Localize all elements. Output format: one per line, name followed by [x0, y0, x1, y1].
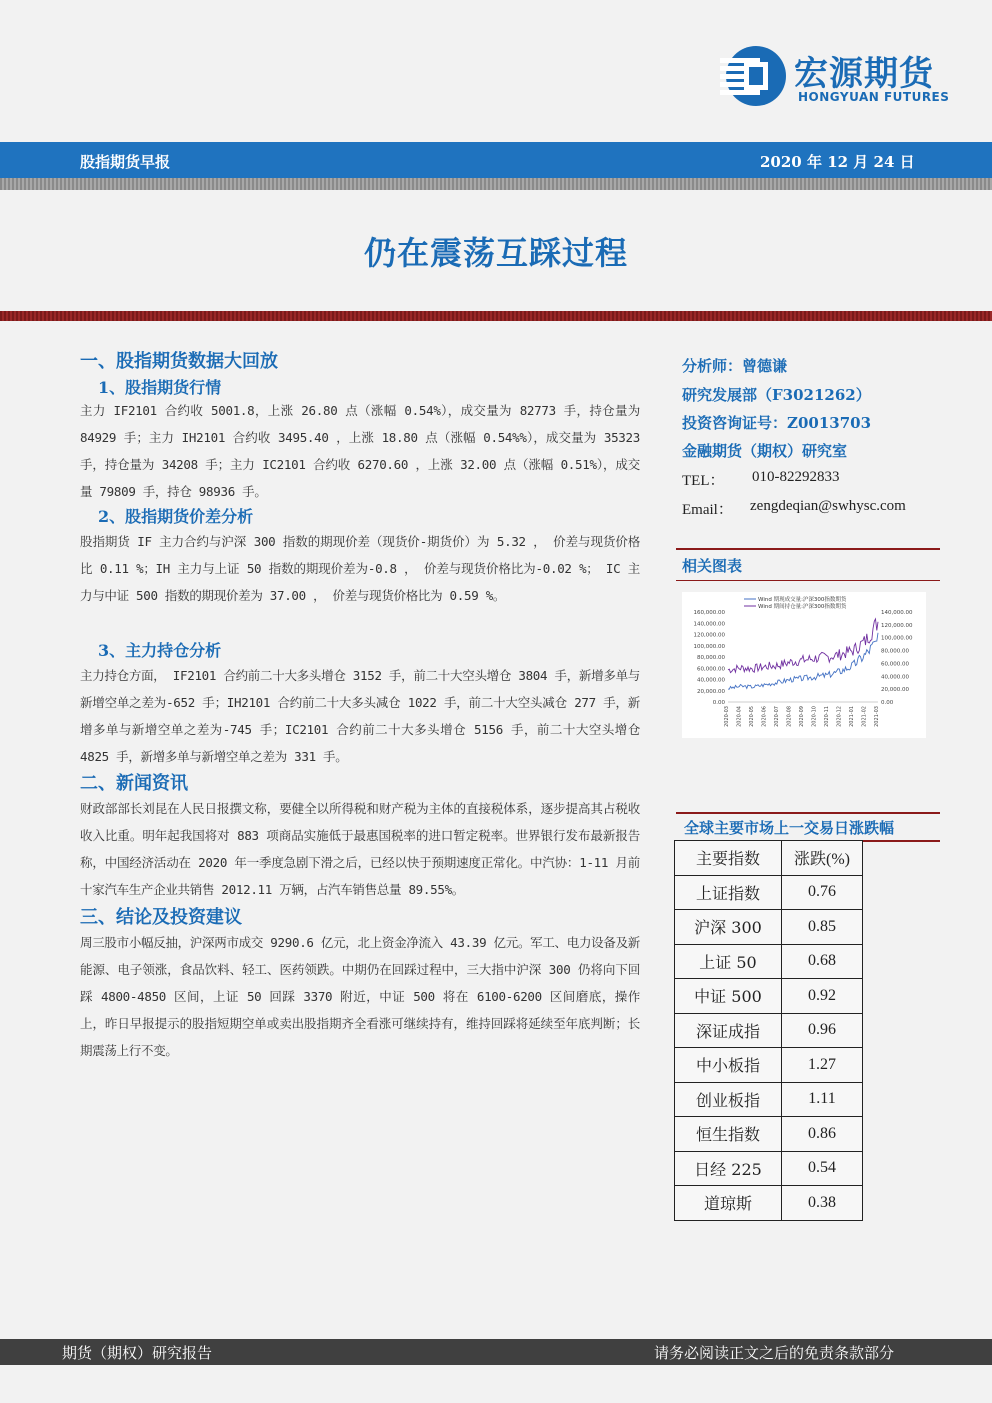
tel-label: TEL： [682, 473, 725, 489]
paragraph-position-analysis: 主力持仓方面， IF2101 合约前二十大多头增仓 3152 手，前二十大空头增仓 3804 手，新增多单与新增空单之差为-652 手；IH2101 合约前二十大多头减仓 1022 手，前二十大空头减仓 277 手，新增多单与新增空单之差为-745 手；IC2101 合约前二十大多头增仓 5156 手，前二十大空头增仓 4825 手，新增多单与新增空单之差为 331 手。 [80, 668, 640, 764]
table-row [675, 1082, 863, 1117]
x-tick-label: 2020-11 [824, 706, 830, 727]
section-heading-1: 一、股指期货数据大回放 [80, 351, 278, 372]
x-tick-label: 2021-02 [861, 706, 868, 727]
index-name-cell: 日经 225 [675, 1151, 782, 1186]
x-tick-label: 2020-08 [786, 706, 793, 727]
index-name-cell: 深证成指 [675, 1013, 782, 1048]
index-name-cell: 中小板指 [675, 1048, 782, 1083]
series-volume-line [728, 633, 878, 689]
x-tick-label: 2021-01 [849, 706, 855, 727]
subsection-heading-1-1: 1、股指期货行情 [98, 378, 222, 397]
x-tick-label: 2020-07 [774, 706, 780, 727]
y-tick-right-label: 0.00 [881, 700, 894, 706]
related-charts-bottom-rule [676, 580, 940, 581]
market-table-title: 全球主要市场上一交易日涨跌幅 [684, 819, 895, 837]
table-row [675, 979, 863, 1014]
index-name-cell: 创业板指 [675, 1082, 782, 1117]
legend-label: Wind 期间持仓量:沪深300指数期货 [758, 604, 847, 610]
change-cell: 0.54 [782, 1151, 863, 1186]
email-label: Email： [682, 502, 733, 518]
index-name-cell: 道琼斯 [675, 1186, 782, 1221]
subsection-heading-1-3: 3、主力持仓分析 [98, 641, 222, 660]
paragraph-spread-analysis: 股指期货 IF 主力合约与沪深 300 指数的期现价差（现货价-期货价）为 5.32 ， 价差与现货价格比 0.11 %；IH 主力与上证 50 指数的期现价差为-0.8 ， 价差与现货价格比为-0.02 %； IC 主力与中证 500 指数的期现价差为 37.00 ， 价差与现货价格比为 0.59 %。 [80, 534, 640, 603]
change-cell: 1.27 [782, 1048, 863, 1083]
x-tick-label: 2020-03 [724, 706, 730, 727]
footer-disclaimer: 请务必阅读正文之后的免责条款部分 [654, 1344, 895, 1362]
logo-name-cn: 宏源期货 [794, 54, 934, 94]
analyst-office: 金融期货（期权）研究室 [682, 442, 848, 460]
x-tick-label: 2020-05 [749, 706, 755, 727]
analyst-dept: 研究发展部（F3021262） [682, 386, 871, 404]
table-header-row [675, 841, 863, 876]
change-cell: 0.38 [782, 1186, 863, 1221]
company-logo [720, 42, 970, 112]
table-row [675, 1151, 863, 1186]
analyst-name: 分析师：曾德谦 [682, 357, 788, 375]
header-divider [0, 178, 992, 190]
x-tick-label: 2021-03 [874, 706, 880, 727]
market-table-title-bar [676, 812, 940, 842]
y-tick-right-label: 20,000.00 [881, 687, 909, 694]
x-tick-label: 2020-06 [761, 706, 768, 727]
table-row [675, 944, 863, 979]
related-charts-top-rule [676, 548, 940, 550]
y-tick-left-label: 60,000.00 [697, 666, 725, 673]
report-date: 2020 年 12 月 24 日 [760, 153, 915, 171]
report-type: 股指期货早报 [80, 153, 171, 171]
y-tick-left-label: 40,000.00 [697, 677, 725, 684]
change-cell: 0.96 [782, 1013, 863, 1048]
logo-mark-icon [720, 44, 786, 108]
index-name-cell: 上证指数 [675, 875, 782, 910]
change-cell: 涨跌(%) [782, 841, 863, 876]
y-tick-left-label: 160,000.00 [693, 610, 725, 616]
y-tick-left-label: 80,000.00 [697, 655, 725, 661]
analyst-license: 投资咨询证号：Z0013703 [682, 414, 872, 432]
section-heading-3: 三、结论及投资建议 [80, 907, 242, 928]
change-cell: 0.68 [782, 944, 863, 979]
table-row [675, 1013, 863, 1048]
y-tick-left-label: 20,000.00 [697, 688, 725, 695]
chart-container [682, 592, 926, 738]
index-name-cell: 沪深 300 [675, 910, 782, 945]
y-tick-left-label: 0.00 [712, 700, 725, 706]
footer-left: 期货（期权）研究报告 [62, 1344, 213, 1362]
y-tick-right-label: 100,000.00 [881, 635, 913, 642]
index-name-cell: 上证 50 [675, 944, 782, 979]
market-table [674, 840, 863, 1221]
volume-position-chart [682, 592, 926, 738]
y-tick-right-label: 80,000.00 [881, 648, 909, 655]
index-name-cell: 恒生指数 [675, 1117, 782, 1152]
related-charts-title: 相关图表 [682, 557, 743, 575]
title-divider [0, 311, 992, 321]
change-cell: 0.85 [782, 910, 863, 945]
x-tick-label: 2020-10 [811, 706, 818, 727]
legend-label: Wind 期现成交量:沪深300指数期货 [758, 597, 847, 603]
index-name-cell: 中证 500 [675, 979, 782, 1014]
email-value[interactable]: zengdeqian@swhysc.com [750, 498, 906, 514]
tel-value: 010-82292833 [752, 469, 840, 485]
page-title: 仍在震荡互踩过程 [363, 234, 628, 272]
change-cell: 0.92 [782, 979, 863, 1014]
table-row [675, 1186, 863, 1221]
change-cell: 0.76 [782, 875, 863, 910]
table-row [675, 875, 863, 910]
y-tick-left-label: 100,000.00 [693, 643, 725, 650]
x-tick-label: 2020-12 [836, 706, 843, 727]
table-row [675, 1048, 863, 1083]
table-row [675, 1117, 863, 1152]
x-tick-label: 2020-09 [799, 706, 805, 727]
y-tick-right-label: 60,000.00 [881, 661, 909, 668]
paragraph-futures-quotes: 主力 IF2101 合约收 5001.8，上涨 26.80 点（涨幅 0.54%），成交量为 82773 手，持仓量为 84929 手；主力 IH2101 合约收 3495.40 ，上涨 18.80 点（涨幅 0.54%%），成交量为 35323 手，持仓量为 34208 手；主力 IC2101 合约收 6270.60 ，上涨 32.00 点（涨幅 0.51%），成交量 79809 手，持仓 98936 手。 [80, 403, 640, 499]
y-tick-right-label: 120,000.00 [881, 622, 913, 629]
logo-name-en: HONGYUAN FUTURES [798, 90, 950, 104]
index-name-cell: 主要指数 [675, 841, 782, 876]
y-tick-right-label: 40,000.00 [881, 674, 909, 681]
section-heading-2: 二、新闻资讯 [80, 773, 188, 794]
paragraph-conclusion: 周三股市小幅反抽，沪深两市成交 9290.6 亿元，北上资金净流入 43.39 亿元。军工、电力设备及新能源、电子领涨，食品饮料、轻工、医药领跌。中期仍在回踩过程中，三大指中沪深 300 仍将向下回踩 4800-4850 区间，上证 50 回踩 3370 附近，中证 500 将在 6100-6200 区间磨底，操作上，昨日早报提示的股指短期空单或卖出股指期齐全看涨可继续持有，维持回踩将延续至年底判断；长期震荡上行不变。 [80, 935, 640, 1058]
table-row [675, 910, 863, 945]
change-cell: 1.11 [782, 1082, 863, 1117]
y-tick-left-label: 140,000.00 [693, 621, 725, 628]
y-tick-right-label: 140,000.00 [881, 610, 913, 616]
y-tick-left-label: 120,000.00 [693, 632, 725, 639]
paragraph-news: 财政部部长刘昆在人民日报撰文称，要健全以所得税和财产税为主体的直接税体系，逐步提高其占税收收入比重。明年起我国将对 883 项商品实施低于最惠国税率的进口暂定税率。世界银行发布最新报告称，中国经济活动在 2020 年一季度急剧下滑之后，已经以快于预期速度正常化。中汽协：1-11 月前十家汽车生产企业共销售 2012.11 万辆，占汽车销售总量 89.55%。 [80, 801, 640, 897]
subsection-heading-1-2: 2、股指期货价差分析 [98, 507, 254, 526]
change-cell: 0.86 [782, 1117, 863, 1152]
x-tick-label: 2020-04 [736, 706, 743, 727]
